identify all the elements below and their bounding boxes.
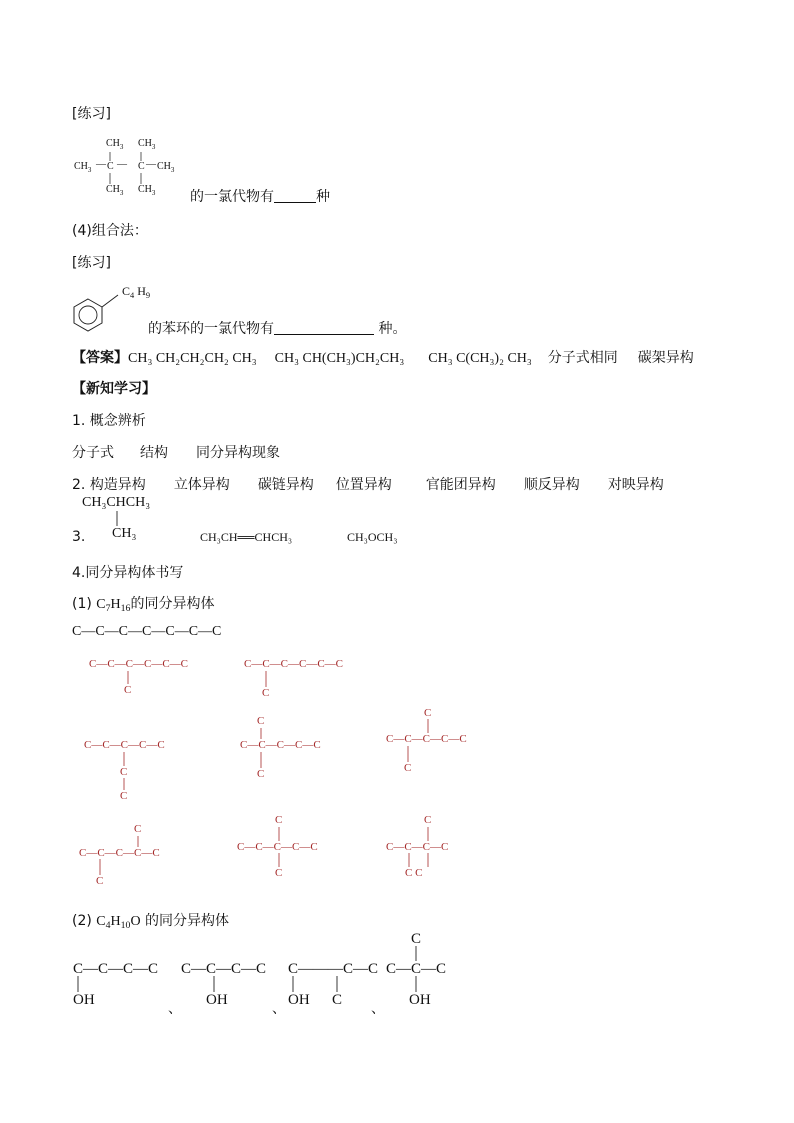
answer-formula-1: CH₃ CH₂CH₂CH₂ CH₃ xyxy=(128,351,257,366)
isomer-3-branch-2: C xyxy=(120,790,128,802)
answer-formula-3: CH₃ C(CH₃)₂ CH₃ xyxy=(428,351,532,366)
separator: 、 xyxy=(272,1001,286,1017)
ch3-left: $CH_3$ xyxy=(74,161,92,174)
isomer-4-branch-bottom: C xyxy=(257,768,265,780)
bond-left: — xyxy=(96,159,106,170)
isomer-type: 对映异构 xyxy=(607,477,664,493)
2-butene-formula: CH₃CH══CHCH₃ xyxy=(200,530,293,544)
ch3-bottom-left: $CH_3$ xyxy=(106,184,124,197)
section-2-line: 2. 构造异构 立体异构 碳链异构 位置异构 官能团异构 顺反异构 对映异构 xyxy=(72,477,664,493)
isomer-5-branch-top: C xyxy=(424,707,432,719)
carbon-2: C xyxy=(138,161,145,172)
isomer-type: 官能团异构 xyxy=(425,477,496,493)
isomer-4-chain: C—C—C—C—C xyxy=(240,739,321,751)
isomer-6-branch-top: C xyxy=(134,823,142,835)
isomer-6-chain: C—C—C—C—C xyxy=(79,847,160,859)
dimethyl-ether-formula: CH₃OCH₃ xyxy=(347,530,398,544)
question-2-text: 的苯环的一氯代物有 种。 xyxy=(148,321,407,337)
isomer-type: 立体异构 xyxy=(173,477,230,493)
isobutane-main-chain: CH₃CHCH₃ xyxy=(82,495,151,510)
isomer-8-branch-top: C xyxy=(424,814,432,826)
new-learning-heading: 【新知学习】 xyxy=(72,381,156,397)
answer-term-2: 碳架异构 xyxy=(637,350,694,366)
ch3-top-right: $CH_3$ xyxy=(138,138,156,151)
butanol-2-oh: OH xyxy=(206,992,228,1008)
concept-item: 结构 xyxy=(140,445,168,461)
isomer-type: 构造异构 xyxy=(89,477,146,493)
isomer-type: 顺反异构 xyxy=(523,477,580,493)
butanol-4-chain: C—C—C xyxy=(386,961,447,977)
separator: 、 xyxy=(371,1001,385,1017)
answer-formula-2: CH₃ CH(CH₃)CH₂CH₃ xyxy=(274,351,405,366)
bond-right: — xyxy=(146,159,156,170)
isomer-7-branch-bottom: C xyxy=(275,867,283,879)
ch3-top-left: $CH_3$ xyxy=(106,138,124,151)
practice-label-2: [练习] xyxy=(72,255,111,271)
part-1-heading: (1) $C_7H_{16}$的同分异构体 xyxy=(72,596,215,614)
isomer-8-chain: C—C—C—C xyxy=(386,841,449,853)
isomer-8-branch-pair: C C xyxy=(405,867,423,879)
section-1-title: 1. 概念辨析 xyxy=(72,413,146,429)
butanol-4-oh: OH xyxy=(409,992,431,1008)
separator: 、 xyxy=(168,1001,182,1017)
isomer-5-chain: C—C—C—C—C xyxy=(386,733,467,745)
isobutane-branch: CH₃ xyxy=(112,526,137,541)
isomer-1-chain: C—C—C—C—C—C xyxy=(89,658,189,670)
part-2-heading: (2) $C_4H_{10}O$ 的同分异构体 xyxy=(72,913,230,931)
butanol-3-chain: C———C—C xyxy=(288,961,379,977)
practice-label-1: [练习] xyxy=(72,106,111,122)
isomer-5-branch-bottom: C xyxy=(404,762,412,774)
concept-item: 分子式 xyxy=(72,445,114,461)
ch3-right: $CH_3$ xyxy=(157,161,175,174)
isomer-2-chain: C—C—C—C—C—C xyxy=(244,658,344,670)
heptane-chain: C—C—C—C—C—C—C xyxy=(72,624,222,639)
isomer-1-branch: C xyxy=(124,684,132,696)
isomer-4-branch-top: C xyxy=(257,715,265,727)
isomer-7-chain: C—C—C—C—C xyxy=(237,841,318,853)
butyl-substituent: $C_4$ $H_9$ xyxy=(122,284,151,300)
concept-item: 同分异构现象 xyxy=(196,445,280,461)
butanol-3-oh: OH xyxy=(288,992,310,1008)
butanol-3-branch: C xyxy=(332,992,343,1008)
answer-term-1: 分子式相同 xyxy=(547,350,618,366)
butanol-1-oh: OH xyxy=(73,992,95,1008)
bond-middle: — xyxy=(117,159,127,170)
butanol-1-chain: C—C—C—C xyxy=(73,961,159,977)
carbon-1: C xyxy=(107,161,114,172)
butanol-4-branch-top: C xyxy=(411,931,422,947)
butanol-2-chain: C—C—C—C xyxy=(181,961,267,977)
section-3-num: 3. xyxy=(72,529,86,545)
question-1-text: 的一氯代物有 种 xyxy=(190,189,330,205)
isomer-type: 碳链异构 xyxy=(257,477,314,493)
method-4-heading: (4)组合法： xyxy=(72,223,148,239)
isomer-3-branch-1: C xyxy=(120,766,128,778)
isomer-type: 位置异构 xyxy=(335,477,392,493)
section-4-title: 4.同分异构体书写 xyxy=(72,565,184,581)
isomer-2-branch: C xyxy=(262,687,270,699)
answer-label: 【答案】 xyxy=(72,350,128,366)
isomer-3-chain: C—C—C—C—C xyxy=(84,739,165,751)
isomer-7-branch-top: C xyxy=(275,814,283,826)
ch3-bottom-right: $CH_3$ xyxy=(138,184,156,197)
isomer-6-branch-bottom: C xyxy=(96,875,104,887)
